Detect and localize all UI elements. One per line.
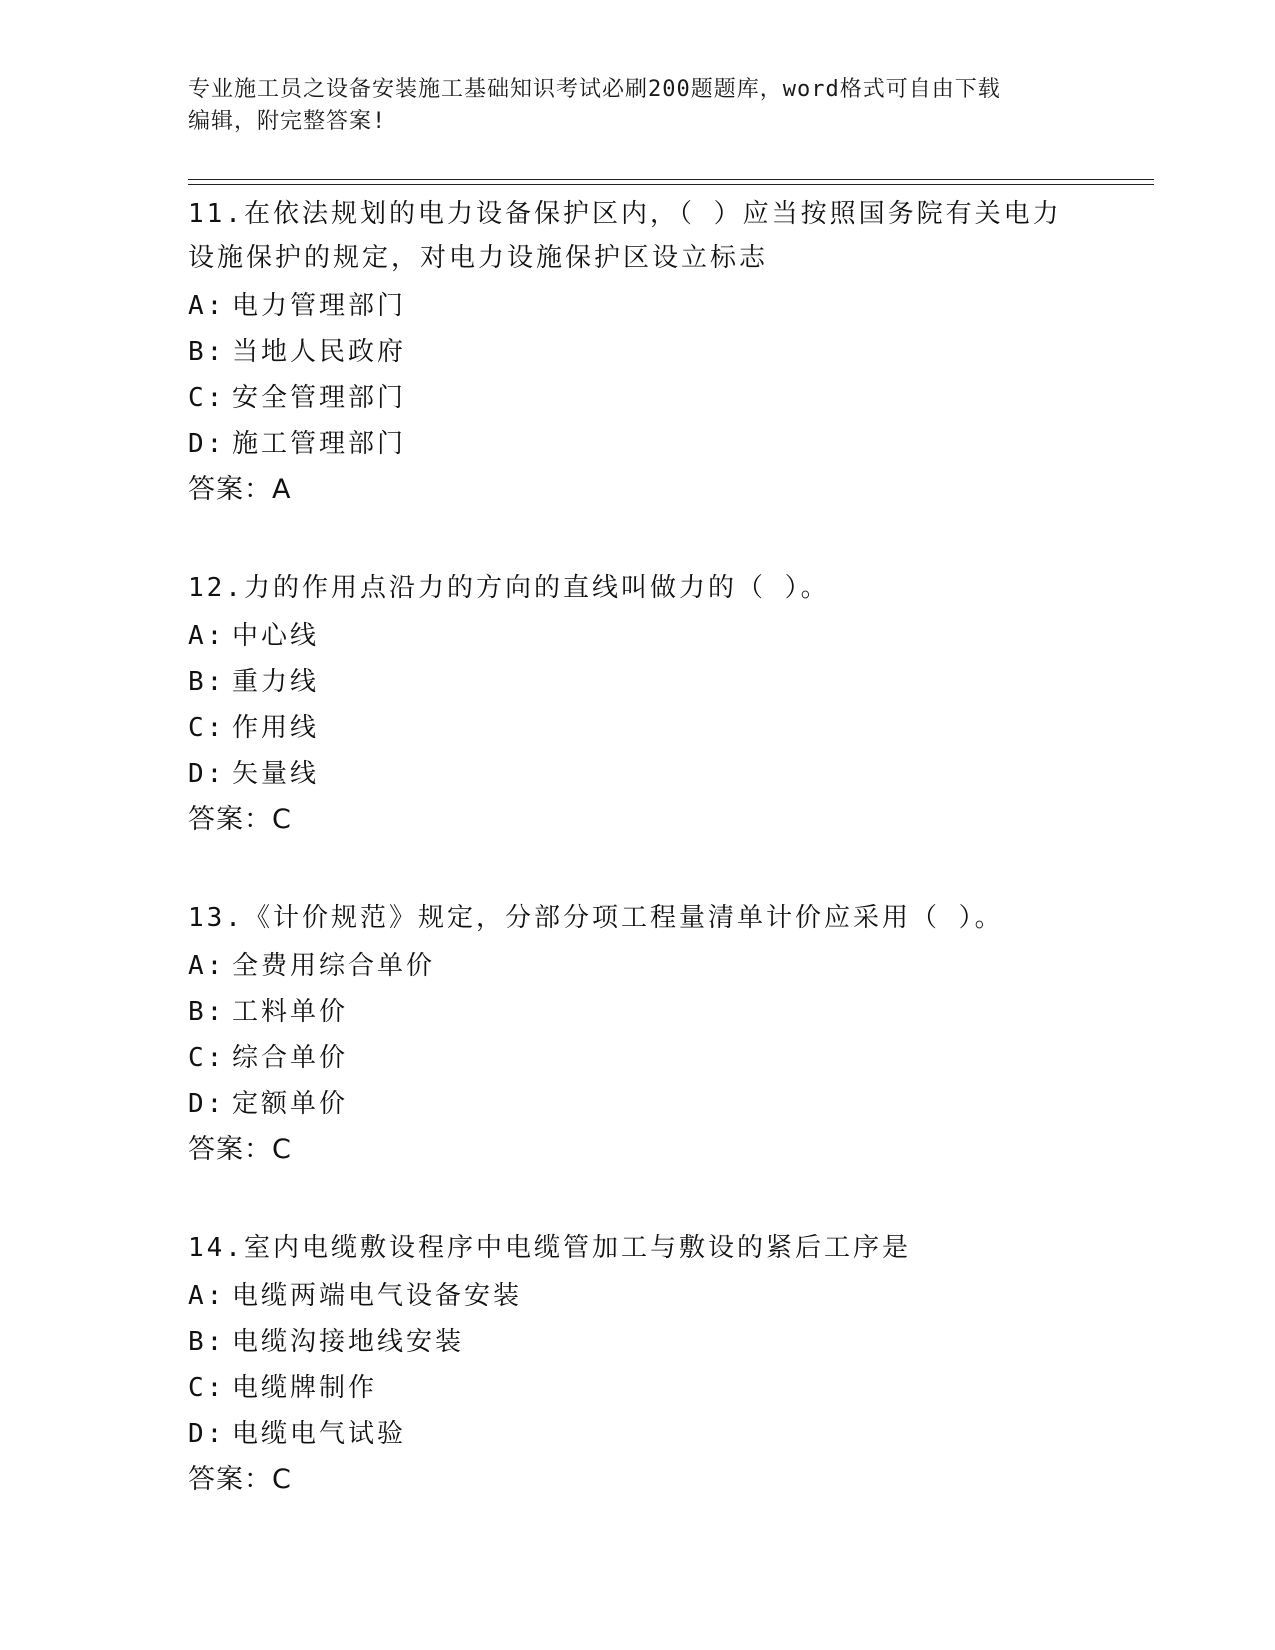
option-letter: D: bbox=[188, 1419, 226, 1449]
option-letter: D: bbox=[188, 1089, 226, 1119]
answer-line: 答案：A bbox=[188, 474, 292, 505]
option-text: 重力线 bbox=[232, 667, 320, 697]
option-b bbox=[188, 660, 1088, 706]
question-spacer bbox=[188, 844, 1088, 896]
answer-line: 答案：C bbox=[188, 1134, 292, 1165]
option-a bbox=[188, 1274, 1088, 1320]
option-text: 工料单价 bbox=[232, 997, 349, 1027]
option-text: 全费用综合单价 bbox=[232, 951, 436, 981]
header-line-2: 编辑，附完整答案! bbox=[188, 109, 387, 134]
question-11 bbox=[188, 192, 1088, 514]
option-letter: D: bbox=[188, 429, 226, 459]
option-d bbox=[188, 752, 1088, 798]
option-letter: D: bbox=[188, 759, 226, 789]
document-header bbox=[188, 74, 1068, 138]
option-text: 综合单价 bbox=[232, 1043, 349, 1073]
option-text: 电缆牌制作 bbox=[232, 1373, 378, 1403]
question-spacer bbox=[188, 514, 1088, 566]
question-text: 11.在依法规划的电力设备保护区内，（ ）应当按照国务院有关电力设施保护的规定，对电力设施保护区设立标志 bbox=[188, 199, 1062, 273]
question-14 bbox=[188, 1226, 1088, 1504]
option-text: 矢量线 bbox=[232, 759, 320, 789]
option-letter: B: bbox=[188, 1327, 226, 1357]
option-text: 定额单价 bbox=[232, 1089, 349, 1119]
header-divider-bottom bbox=[188, 184, 1154, 185]
option-letter: C: bbox=[188, 713, 226, 743]
header-line-1: 专业施工员之设备安装施工基础知识考试必刷200题题库，word格式可自由下载 bbox=[188, 77, 1001, 102]
option-a bbox=[188, 614, 1088, 660]
option-text: 安全管理部门 bbox=[232, 383, 407, 413]
option-letter: B: bbox=[188, 997, 226, 1027]
question-list bbox=[188, 192, 1088, 1504]
option-letter: A: bbox=[188, 291, 226, 321]
option-letter: A: bbox=[188, 621, 226, 651]
question-text: 14.室内电缆敷设程序中电缆管加工与敷设的紧后工序是 bbox=[188, 1233, 911, 1263]
option-text: 电力管理部门 bbox=[232, 291, 407, 321]
option-d bbox=[188, 1412, 1088, 1458]
question-spacer bbox=[188, 1174, 1088, 1226]
option-text: 中心线 bbox=[232, 621, 320, 651]
option-b bbox=[188, 330, 1088, 376]
option-c bbox=[188, 1366, 1088, 1412]
header-divider-top bbox=[188, 179, 1154, 180]
option-text: 电缆沟接地线安装 bbox=[232, 1327, 465, 1357]
option-letter: C: bbox=[188, 383, 226, 413]
option-letter: C: bbox=[188, 1373, 226, 1403]
option-text: 电缆两端电气设备安装 bbox=[232, 1281, 523, 1311]
option-letter: B: bbox=[188, 337, 226, 367]
option-d bbox=[188, 422, 1088, 468]
answer-line: 答案：C bbox=[188, 804, 292, 835]
option-letter: A: bbox=[188, 951, 226, 981]
option-text: 电缆电气试验 bbox=[232, 1419, 407, 1449]
option-c bbox=[188, 376, 1088, 422]
option-b bbox=[188, 990, 1088, 1036]
answer-line: 答案：C bbox=[188, 1464, 292, 1495]
option-text: 当地人民政府 bbox=[232, 337, 407, 367]
option-letter: B: bbox=[188, 667, 226, 697]
option-a bbox=[188, 284, 1088, 330]
option-b bbox=[188, 1320, 1088, 1366]
question-text: 12.力的作用点沿力的方向的直线叫做力的（ ）。 bbox=[188, 573, 830, 603]
option-d bbox=[188, 1082, 1088, 1128]
option-letter: A: bbox=[188, 1281, 226, 1311]
option-letter: C: bbox=[188, 1043, 226, 1073]
option-c bbox=[188, 706, 1088, 752]
question-text: 13.《计价规范》规定，分部分项工程量清单计价应采用（ ）。 bbox=[188, 903, 1004, 933]
option-text: 作用线 bbox=[232, 713, 320, 743]
option-text: 施工管理部门 bbox=[232, 429, 407, 459]
option-a bbox=[188, 944, 1088, 990]
option-c bbox=[188, 1036, 1088, 1082]
question-13 bbox=[188, 896, 1088, 1174]
question-12 bbox=[188, 566, 1088, 844]
